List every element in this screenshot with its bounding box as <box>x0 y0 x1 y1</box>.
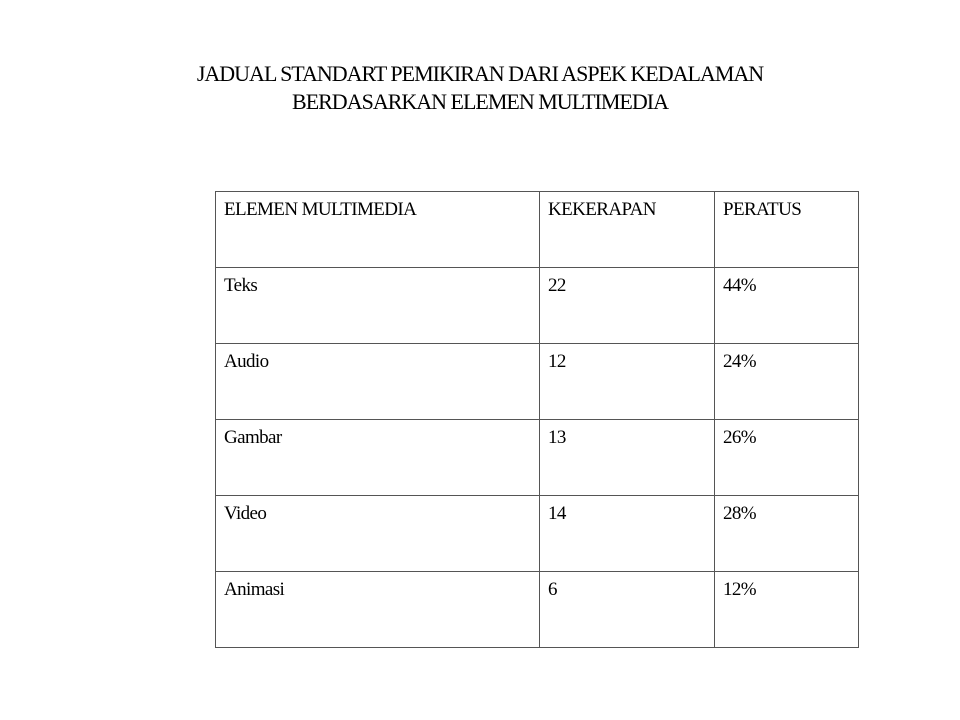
table-row <box>216 420 859 496</box>
table-row <box>216 344 859 420</box>
cell-element: Gambar <box>216 420 540 496</box>
cell-percent: 28% <box>715 496 859 572</box>
cell-percent: 24% <box>715 344 859 420</box>
cell-element: Audio <box>216 344 540 420</box>
cell-frequency: 22 <box>540 268 715 344</box>
table-row <box>216 268 859 344</box>
cell-frequency: 13 <box>540 420 715 496</box>
cell-percent: 26% <box>715 420 859 496</box>
page-title <box>0 60 960 116</box>
table-row <box>216 572 859 648</box>
header-peratus: PERATUS <box>715 192 859 268</box>
header-elemen-multimedia: ELEMEN MULTIMEDIA <box>216 192 540 268</box>
cell-percent: 44% <box>715 268 859 344</box>
title-line-1: JADUAL STANDART PEMIKIRAN DARI ASPEK KEDALAMAN <box>196 61 764 86</box>
table-header-row <box>216 192 859 268</box>
title-line-2: BERDASARKAN ELEMEN MULTIMEDIA <box>292 89 668 114</box>
table-row <box>216 496 859 572</box>
cell-percent: 12% <box>715 572 859 648</box>
multimedia-element-table <box>215 191 859 648</box>
cell-frequency: 12 <box>540 344 715 420</box>
header-kekerapan: KEKERAPAN <box>540 192 715 268</box>
cell-element: Teks <box>216 268 540 344</box>
cell-frequency: 6 <box>540 572 715 648</box>
cell-frequency: 14 <box>540 496 715 572</box>
cell-element: Animasi <box>216 572 540 648</box>
cell-element: Video <box>216 496 540 572</box>
